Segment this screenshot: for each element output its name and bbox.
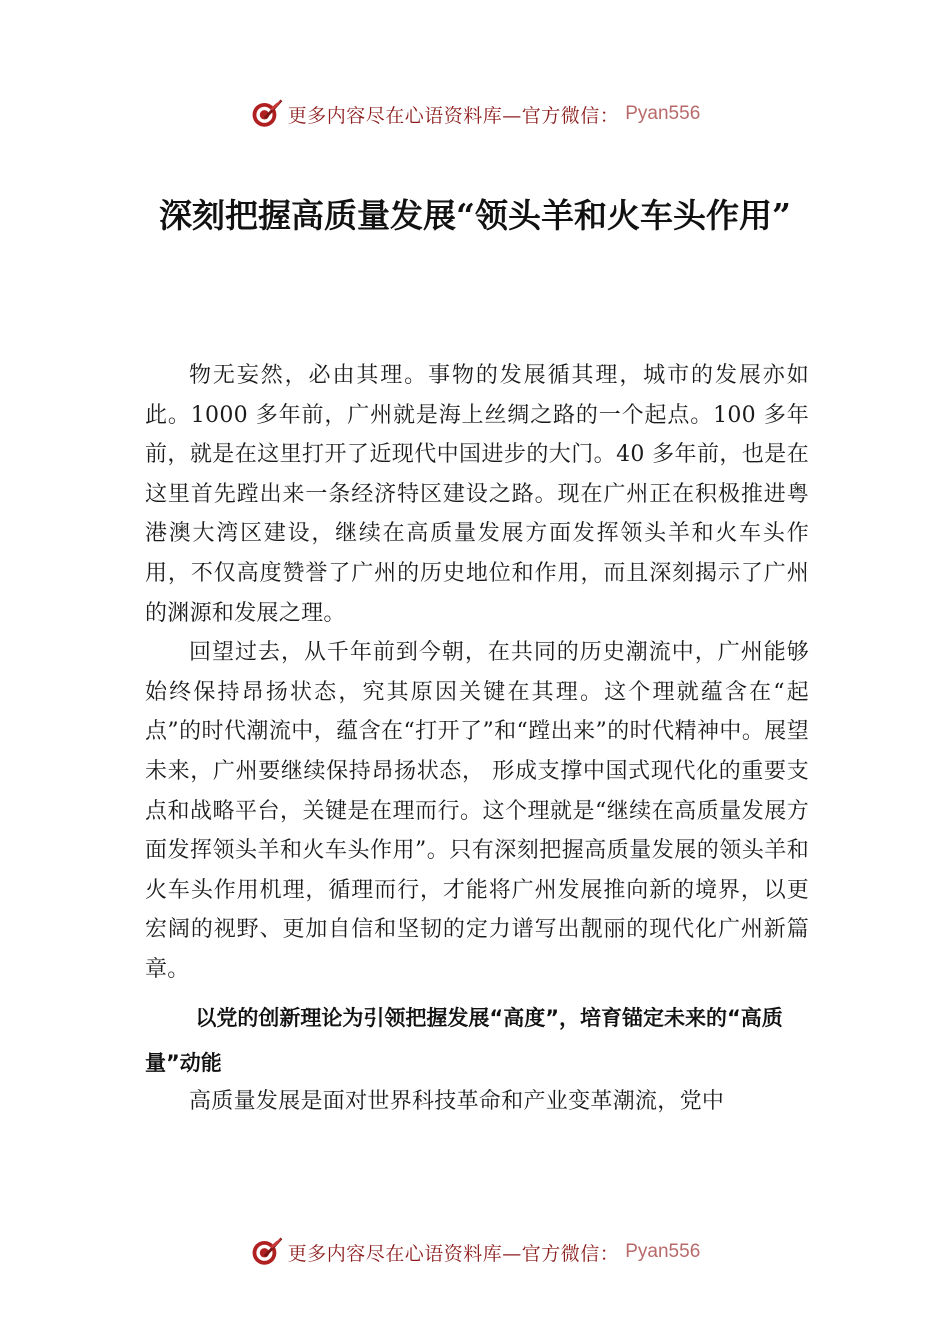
paragraph: 物无妄然，必由其理。事物的发展循其理，城市的发展亦如此。1000 多年前，广州就是海上丝绸之路的一个起点。100 多年前，就是在这里打开了近现代中国进步的大门。40 多年前，也是在这里首先蹚出来一条经济特区建设之路。现在广州正在积极推进粤港澳大湾区建设，继续在高质量发展方面发挥领头羊和火车头作用，不仅高度赞誉了广州的历史地位和作用，而且深刻揭示了广州的渊源和发展之理。 bbox=[145, 363, 809, 626]
quill-seal-logo-icon bbox=[250, 97, 284, 131]
header-banner bbox=[0, 94, 950, 134]
banner-text: 更多内容尽在心语资料库—官方微信： bbox=[287, 104, 620, 127]
banner-wechat-id: Pyan556 bbox=[625, 103, 701, 124]
paragraph: 高质量发展是面对世界科技革命和产业变革潮流，党中 bbox=[189, 1088, 725, 1114]
footer-banner bbox=[0, 1232, 950, 1272]
paragraph: 回望过去，从千年前到今朝，在共同的历史潮流中，广州能够始终保持昂扬状态，究其原因关键在其理。这个理就蕴含在“起点”的时代潮流中，蕴含在“打开了”和“蹚出来”的时代精神中。展望未来，广州要继续保持昂扬状态， 形成支撑中国式现代化的重要支点和战略平台，关键是在理而行。这个理就是“继续在高质量发展方面发挥领头羊和火车头作用”。只有深刻把握高质量发展的领头羊和火车头作用机理，循理而行，才能将广州发展推向新的境界，以更宏阔的视野、更加自信和坚韧的定力谱写出靓丽的现代化广州新篇章。 bbox=[145, 640, 809, 982]
section-subheading: 以党的创新理论为引领把握发展“高度”，培育锚定未来的“高质量”动能 bbox=[145, 1005, 783, 1075]
banner-text: 更多内容尽在心语资料库—官方微信： bbox=[287, 1242, 620, 1265]
article-body bbox=[145, 356, 809, 1121]
article-title: 深刻把握高质量发展“领头羊和火车头作用” bbox=[159, 196, 791, 235]
banner-wechat-id: Pyan556 bbox=[625, 1241, 701, 1262]
quill-seal-logo-icon bbox=[250, 1235, 284, 1269]
